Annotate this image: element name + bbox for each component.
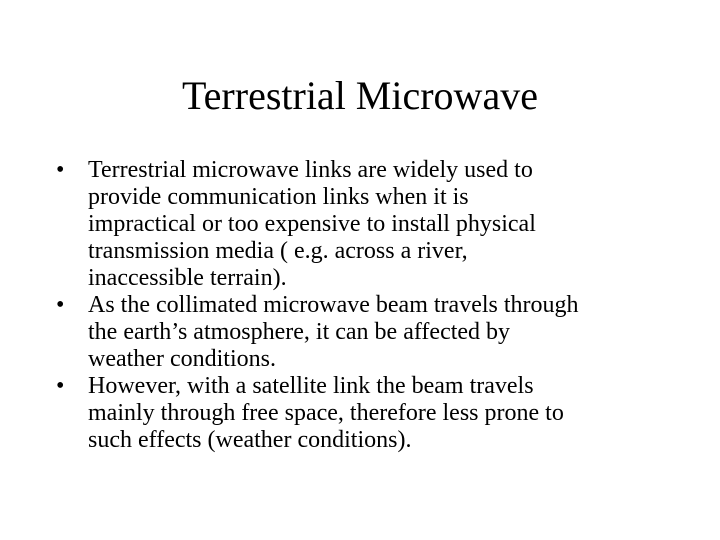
- bullet-text-line: provide communication links when it is: [88, 184, 469, 210]
- bullet-text-line: As the collimated microwave beam travels through: [88, 292, 579, 318]
- bullet-icon: •: [56, 157, 65, 183]
- bullet-text-line: However, with a satellite link the beam travels: [88, 373, 534, 399]
- bullet-item: [56, 157, 676, 292]
- bullet-text-line: transmission media ( e.g. across a river,: [88, 238, 468, 264]
- bullet-text-line: such effects (weather conditions).: [88, 427, 412, 453]
- bullet-list: [56, 157, 676, 454]
- bullet-text-line: mainly through free space, therefore less prone to: [88, 400, 564, 426]
- bullet-icon: •: [56, 373, 65, 399]
- bullet-item: [56, 292, 676, 373]
- bullet-text-line: the earth’s atmosphere, it can be affected by: [88, 319, 511, 345]
- bullet-icon: •: [56, 292, 65, 318]
- bullet-text-line: weather conditions.: [88, 346, 276, 372]
- bullet-text-line: impractical or too expensive to install physical: [88, 211, 536, 237]
- bullet-text-line: Terrestrial microwave links are widely used to: [88, 157, 533, 183]
- bullet-text-line: inaccessible terrain).: [88, 265, 287, 291]
- slide-title: Terrestrial Microwave: [182, 73, 538, 118]
- bullet-item: [56, 373, 676, 454]
